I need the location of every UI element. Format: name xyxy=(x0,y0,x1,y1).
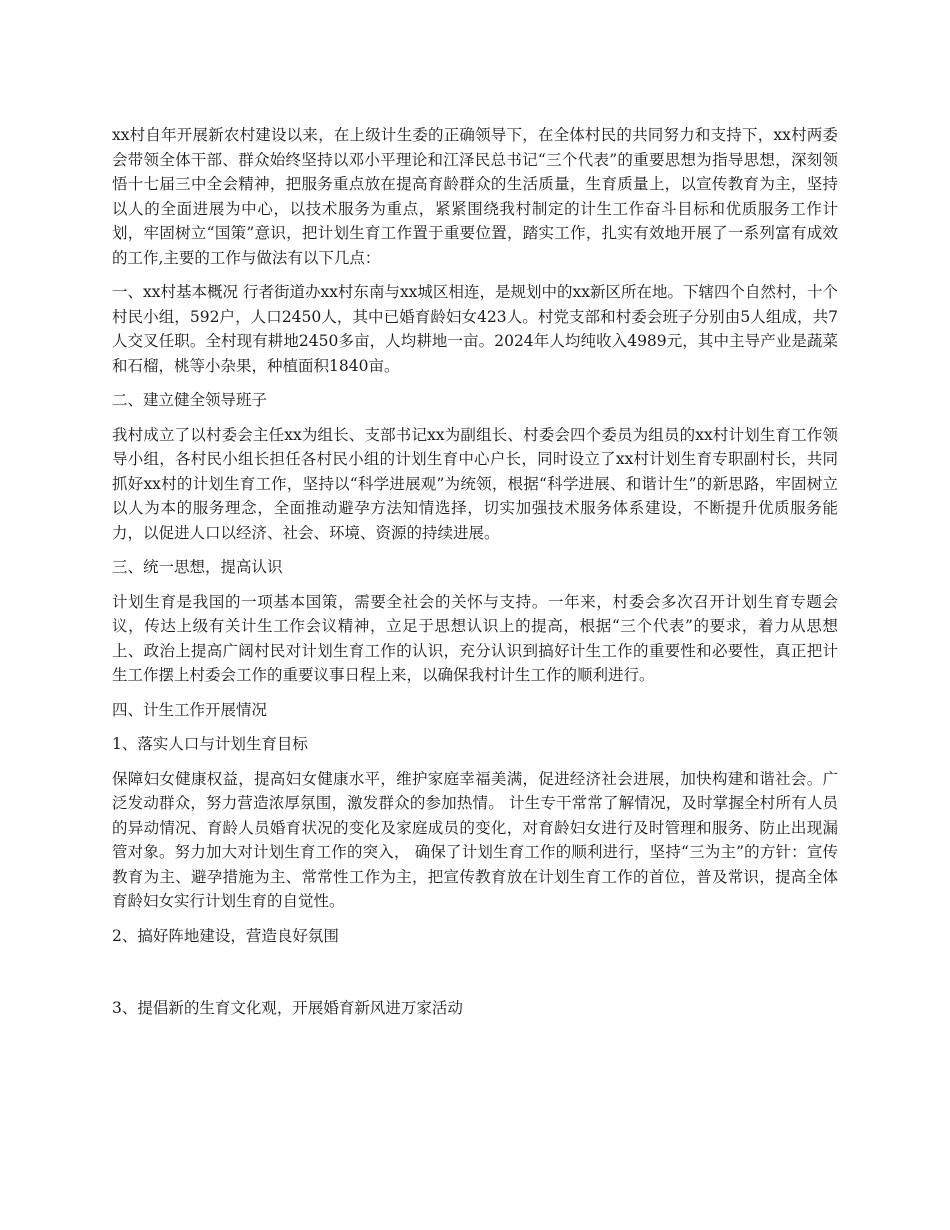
section-2-body: 我村成立了以村委会主任xx为组长、支部书记xx为副组长、村委会四个委员为组员的xx村计划生育工作领导小组，各村民小组长担任各村民小组的计划生育中心户长，同时设立了xx村计划生育专职副村长，共同抓好xx村的计划生育工作，坚持以“科学进展观”为统领，根据“科学进展、和谐计生”的新思路，牢固树立以人为本的服务理念，全面推动避孕方法知情选择，切实加强技术服务体系建设，不断提升优质服务能力，以促进人口以经济、社会、环境、资源的持续进展。 xyxy=(112,425,838,542)
subsection-2-heading: 2、搞好阵地建设，营造良好氛围 xyxy=(112,926,339,945)
section-3-heading: 三、统一思想，提高认识 xyxy=(112,558,283,576)
section-1-overview: 一、xx村基本概况 行者街道办xx村东南与xx城区相连，是规划中的xx新区所在地。下辖四个自然村，十个村民小组，592户，人口2450人，其中已婚育龄妇女423人。村党支部和村委会班子分别由5人组成，共7人交叉任职。全村现有耕地2450多亩，人均耕地一亩。2024年人均纯收入4989元，其中主导产业是蔬菜和石榴，桃等小杂果，种植面积1840亩。 xyxy=(112,283,838,375)
section-3-body: 计划生育是我国的一项基本国策，需要全社会的关怀与支持。一年来，村委会多次召开计划生育专题会议，传达上级有关计生工作会议精神，立足于思想认识上的提高，根据“三个代表”的要求，着力从思想上、政治上提高广阔村民对计划生育工作的认识，充分认识到搞好计生工作的重要性和必要性，真正把计生工作摆上村委会工作的重要议事日程上来，以确保我村计生工作的顺利进行。 xyxy=(112,592,838,684)
section-2-heading: 二、建立健全领导班子 xyxy=(112,391,268,409)
subsection-3-heading: 3、提倡新的生育文化观，开展婚育新风进万家活动 xyxy=(112,999,463,1017)
subsection-1-body: 保障妇女健康权益，提高妇女健康水平，维护家庭幸福美满，促进经济社会进展，加快构建和谐社会。广泛发动群众，努力营造浓厚氛围，激发群众的参加热情。 计生专干常常了解情况，及时掌握全村所有人员的异动情况、育龄人员婚育状况的变化及家庭成员的变化，对育龄妇女进行及时管理和服务、防止出现漏管对象。努力加大对计划生育工作的突入， 确保了计划生育工作的顺利进行，坚持“三为主”的方针：宣传教育为主、避孕措施为主、常常性工作为主，把宣传教育放在计划生育工作的首位，普及常识，提高全体育龄妇女实行计划生育的自觉性。 xyxy=(112,769,838,910)
intro-paragraph: xx村自年开展新农村建设以来，在上级计生委的正确领导下，在全体村民的共同努力和支持下，xx村两委会带领全体干部、群众始终坚持以邓小平理论和江泽民总书记“三个代表”的重要思想为指导思想，深刻领悟十七届三中全会精神，把服务重点放在提高育龄群众的生活质量，生育质量上，以宣传教育为主，坚持以人的全面进展为中心，以技术服务为重点，紧紧围绕我村制定的计生工作奋斗目标和优质服务工作计划，牢固树立“国策”意识，把计划生育工作置于重要位置，踏实工作，扎实有效地开展了一系列富有成效的工作,主要的工作与做法有以下几点： xyxy=(112,126,838,267)
subsection-1-heading: 1、落实人口与计划生育目标 xyxy=(112,735,308,753)
blank-spacer xyxy=(112,958,838,996)
section-4-heading: 四、计生工作开展情况 xyxy=(112,700,268,719)
document-body xyxy=(112,123,838,1031)
